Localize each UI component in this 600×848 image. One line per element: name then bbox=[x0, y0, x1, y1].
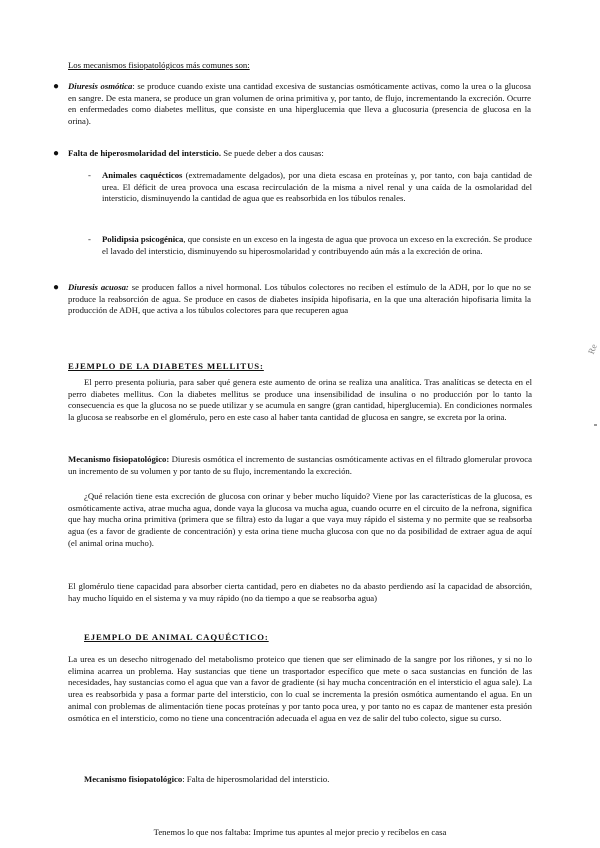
bullet-paragraph bbox=[68, 148, 531, 160]
bullet-dot: ● bbox=[53, 282, 60, 293]
diabetes-paragraph-3 bbox=[68, 581, 532, 604]
bullet-diuresis-osmotica bbox=[53, 81, 531, 128]
side-mark-dot bbox=[594, 424, 597, 426]
caquectico-mechanism bbox=[84, 774, 532, 786]
bullet-text: se producen fallos a nivel hormonal. Los túbulos colectores no reciben el estímulo de la ADH, por lo que no se produce la reabsorción de agua. Se produce en casos de diabetes insípida hipofisaria, en la que una alteración hipofisaria limita la producción de ADH, que activa a los túbulos colectores para que recuperen agua bbox=[68, 282, 531, 316]
section-heading-diabetes: EJEMPLO DE LA DIABETES MELLITUS: bbox=[68, 361, 264, 371]
bullet-title: Diuresis osmótica bbox=[68, 81, 133, 91]
bullet-title: Diuresis acuosa: bbox=[68, 282, 129, 292]
bullet-title: Falta de hiperosmolaridad del intersticio. bbox=[68, 148, 222, 158]
side-watermark-text: Re bbox=[586, 342, 599, 356]
bullet-text: Se puede deber a dos causas: bbox=[221, 148, 324, 158]
mechanism-paragraph bbox=[68, 454, 532, 477]
sub-item-paragraph bbox=[102, 234, 532, 257]
dash-marker: - bbox=[88, 170, 91, 180]
bullet-dot: ● bbox=[53, 148, 60, 159]
sub-item-text: (extremadamente delgados), por una dieta escasa en proteínas y, por tanto, con baja cantidad de urea. El déficit de urea provoca una escasa recirculación de la misma a nivel renal y una caída de la osmolaridad del intersticio, disminuyendo la cantidad de agua que es reabsorbida en los túbulos renales. bbox=[102, 170, 532, 204]
bullet-dot: ● bbox=[53, 81, 60, 92]
intro-heading: Los mecanismos fisiopatológicos más comunes son: bbox=[68, 60, 250, 70]
mechanism-label: Mecanismo fisiopatológico: bbox=[68, 454, 170, 464]
bullet-paragraph bbox=[68, 81, 531, 128]
paragraph-text: El glomérulo tiene capacidad para absorber cierta cantidad, pero en diabetes no da abasto perdiendo así la capacidad de absorción, hay mucho líquido en el sistema y va muy rápido (no da tiempo a que se reabsorba agua) bbox=[68, 581, 532, 603]
sub-item-text: , que consiste en un exceso en la ingesta de agua que provoca un exceso en la excreción. Se produce el lavado del intersticio, disminuyendo su hiperosmolaridad y contribuyendo aún más a la excreción de orina. bbox=[102, 234, 532, 256]
page-footer: Tenemos lo que nos faltaba: Imprime tus apuntes al mejor precio y recíbelos en casa bbox=[153, 827, 447, 837]
sub-item-title: Polidipsia psicogénica bbox=[102, 234, 184, 244]
section-heading-caquectico: EJEMPLO DE ANIMAL CAQUÉCTICO: bbox=[84, 632, 269, 642]
bullet-text: : se produce cuando existe una cantidad excesiva de sustancias osmóticamente activas, como la urea o la glucosa en sangre. De esta manera, se produce un gran volumen de orina primitiva y, por tanto, de flujo, incrementando la excreción. Ocurre en enfermedades como diabetes mellitus, que consiste en una hiperglucemia que lleva a glucosuria (presencia de glucosa en la orina). bbox=[68, 81, 531, 127]
paragraph-text: La urea es un desecho nitrogenado del metabolismo proteico que tienen que ser eliminado de la sangre por los riñones, y si no lo elimina acarrea un problema. Hay sustancias que tiene un trasportador específico que mete o saca sustancias en función de las necesidades, hay sustancias como el agua que van a favor de gradiente (si hay mucha concentración en el intersticio el agua sale). La urea es reabsorbida y pasa a formar parte del intersticio, con lo cual se incrementa la presión osmótica aumentando el agua. En un animal con problemas de alimentación tiene pocas proteínas y por tanto poca urea, y por tanto no es capaz de mantener esta presión osmótica en el intersticio, como no tiene una concentración adecuada el agua en vez de salir del tubo colecto, sigue su curso. bbox=[68, 654, 532, 723]
sub-item-paragraph bbox=[102, 170, 532, 205]
mechanism-text: : Falta de hiperosmolaridad del intersticio. bbox=[182, 774, 330, 784]
bullet-diuresis-acuosa bbox=[53, 282, 531, 317]
mechanism-paragraph bbox=[84, 774, 532, 786]
bullet-falta-hiperosmolaridad bbox=[53, 148, 531, 160]
dash-marker: - bbox=[88, 234, 91, 244]
caquectico-paragraph-1 bbox=[68, 654, 532, 724]
mechanism-label: Mecanismo fisiopatológico bbox=[84, 774, 183, 784]
sub-item-animales-caquecticos bbox=[88, 170, 532, 205]
diabetes-mechanism bbox=[68, 454, 532, 477]
paragraph-text: El perro presenta poliuria, para saber qué genera este aumento de orina se realiza una analítica. Tras analíticas se detecta en el perro diabetes mellitus. Con la diabetes mellitus se produce una insensibilidad de insulina o no producción por lo tanto la consecuencia es que la glucosa no se puede utilizar y se acumula en sangre (gran cantidad, hiperglucemia). En condiciones normales la glucosa se reabsorbe en el glomérulo, pero en este caso al haber tanta cantidad de glucosa en sangre, se excreta por la orina. bbox=[68, 377, 532, 423]
mechanism-text: Diuresis osmótica el incremento de sustancias osmóticamente activas en el filtrado glomerular provoca un incremento de su volumen y por tanto de su flujo, incrementando la excreción. bbox=[68, 454, 532, 476]
diabetes-paragraph-1 bbox=[68, 377, 532, 424]
sub-item-polidipsia bbox=[88, 234, 532, 257]
bullet-paragraph bbox=[68, 282, 531, 317]
paragraph-text: ¿Qué relación tiene esta excreción de glucosa con orinar y beber mucho líquido? Viene por las características de la glucosa, es osmóticamente activa, atrae mucha agua, donde vaya la glucosa va mucha agua, cuando ocurre en el circuito de la nefrona, significa que hay mucha orina primitiva (primera que se filtra) esto da lugar a que vaya muy rápido el sistema y no permite que se reabsorba agua (es a favor de gradiente de concentración) y esta orina tiene mucha glucosa con que no da posibilidad de extraer agua de aquí (el animal orina mucho). bbox=[68, 491, 532, 548]
diabetes-paragraph-2 bbox=[68, 491, 532, 550]
sub-item-title: Animales caquécticos bbox=[102, 170, 183, 180]
